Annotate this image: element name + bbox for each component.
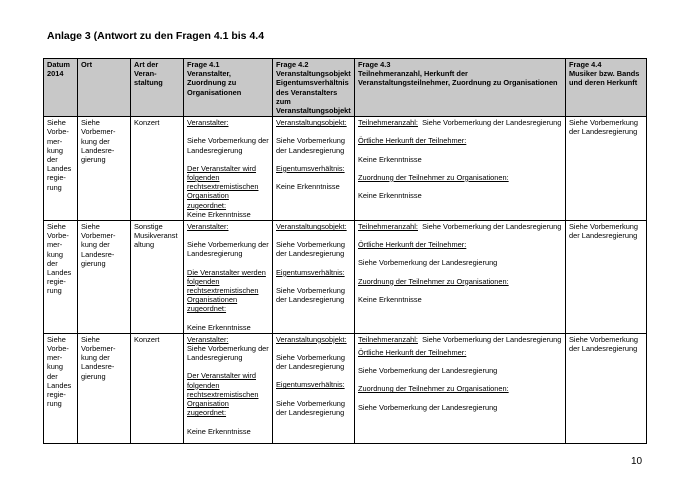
field-value: Keine Erkenntnisse [187, 209, 251, 219]
header-line: Datum [47, 60, 70, 69]
text-line: gierung [81, 155, 106, 165]
field-value: Siehe Vorbemerkung der Landesregierung [569, 334, 639, 354]
header-line: Frage 4.3 [358, 60, 391, 69]
text-line: Siehe [47, 222, 66, 232]
field-value: Siehe Vorbemerkung der Landesregierung [422, 334, 562, 344]
cell-frage-4-4 [566, 117, 647, 221]
text-line: altung [134, 240, 155, 250]
text-line: Siehe [81, 118, 100, 128]
header-line: Eigentumsverhältnis [276, 78, 349, 88]
text-line: Musikveranst [134, 231, 178, 241]
cell-frage-4-1 [184, 117, 273, 221]
header-frage-4-2 [273, 59, 355, 117]
text-line: regie- [47, 173, 66, 183]
header-line: und deren Herkunft [569, 78, 638, 88]
text-line: Konzert [134, 334, 160, 344]
text-line: Konzert [134, 118, 160, 128]
field-label: Örtliche Herkunft der Teilnehmer: [358, 136, 467, 146]
text-line: Siehe [47, 118, 66, 128]
text-line: kung der [81, 240, 110, 250]
header-line: Veranstalter, [187, 69, 231, 79]
field-label: Örtliche Herkunft der Teilnehmer: [358, 240, 467, 250]
cell-frage-4-2 [273, 333, 355, 443]
header-line: des Veranstalters [276, 87, 338, 97]
header-line: Organisationen [187, 87, 242, 97]
table-header-row [44, 59, 647, 117]
text-line: Vorbe- [47, 127, 69, 137]
cell-art [131, 117, 184, 221]
header-line: Art der [134, 60, 159, 69]
cell-frage-4-3 [355, 221, 566, 334]
field-value: Siehe Vorbemerkung der Landesregierung [276, 285, 346, 305]
header-frage-4-4 [566, 59, 647, 117]
field-value: Keine Erkenntnisse [187, 426, 251, 436]
cell-ort [78, 221, 131, 334]
field-label: Teilnehmeranzahl: [358, 334, 418, 344]
text-line: Landesre- [81, 145, 115, 155]
field-label: Veranstalter: [187, 222, 229, 232]
field-value: Siehe Vorbemerkung der Landesregierung [569, 222, 639, 241]
header-line: Frage 4.2 [276, 60, 309, 69]
text-line: Vorbe- [47, 231, 69, 241]
header-line: Veranstaltungsobjekt [276, 69, 351, 79]
field-value: Siehe Vorbemerkung der Landesregierung [276, 353, 346, 372]
header-line: Ort [81, 60, 93, 69]
text-line: Sonstige [134, 222, 163, 232]
text-line: gierung [81, 371, 106, 381]
header-line: Veranstaltungsobjekt [276, 106, 351, 116]
field-label: Veranstaltungsobjekt: [276, 222, 347, 232]
cell-art [131, 221, 184, 334]
cell-frage-4-3 [355, 333, 566, 443]
field-label: Örtliche Herkunft der Teilnehmer: [358, 348, 467, 358]
field-label: Eigentumsverhältnis: [276, 163, 345, 173]
field-label: Eigentumsverhältnis: [276, 380, 345, 390]
field-label: Teilnehmeranzahl: [358, 222, 418, 232]
header-frage-4-3 [355, 59, 566, 117]
answer-table [43, 58, 647, 444]
header-line: Zuordnung zu [187, 78, 237, 88]
table-row [44, 117, 647, 221]
cell-frage-4-2 [273, 117, 355, 221]
field-label: Veranstaltungsobjekt: [276, 334, 347, 344]
cell-ort [78, 333, 131, 443]
text-line: mer- [47, 240, 63, 250]
text-line: kung der [81, 136, 110, 146]
text-line: Siehe [81, 222, 100, 232]
field-value: Keine Erkenntnisse [358, 154, 422, 164]
field-label: Eigentumsverhältnis: [276, 267, 345, 277]
text-line: der [47, 155, 58, 165]
field-value: Siehe Vorbemerkung der Landesregierung [187, 136, 269, 155]
cell-datum [44, 221, 78, 334]
header-line: Musiker bzw. Bands [569, 69, 640, 79]
field-label: Veranstalter: [187, 118, 229, 128]
text-line: mer- [47, 136, 63, 146]
field-label: Der Veranstalter wird folgenden rechtsextremistischen Organisation zugeordnet: [187, 163, 259, 210]
field-label: Zuordnung der Teilnehmer zu Organisationen: [358, 172, 509, 182]
text-line: der [47, 371, 58, 381]
table-row [44, 333, 647, 443]
field-label: Die Veranstalter werden folgenden rechtsextremistischen Organisationen zugeordnet: [187, 267, 266, 314]
field-value: Siehe Vorbemerkung der Landesregierung [358, 402, 498, 412]
text-line: Siehe [81, 334, 100, 344]
page-title: Anlage 3 (Antwort zu den Fragen 4.1 bis 4.4 [47, 30, 265, 42]
field-value: Siehe Vorbemerkung der Landesregierung [276, 398, 346, 417]
header-line: staltung [134, 78, 163, 88]
text-line: kung [47, 249, 64, 259]
field-value: Siehe Vorbemerkung der Landesregierung [569, 118, 639, 137]
text-line: Siehe [47, 334, 66, 344]
text-line: Landes [47, 164, 72, 174]
text-line: rung [47, 182, 62, 192]
cell-ort [78, 117, 131, 221]
cell-datum [44, 117, 78, 221]
header-line: Teilnehmeranzahl, Herkunft der [358, 69, 468, 79]
field-value: Keine Erkenntnisse [358, 191, 422, 201]
text-line: regie- [47, 277, 66, 287]
text-line: gierung [81, 258, 106, 268]
field-value: Siehe Vorbemerkung der Landesregierung [276, 136, 346, 155]
header-line: 2014 [47, 69, 64, 79]
text-line: kung der [81, 353, 110, 363]
header-line: zum [276, 96, 291, 106]
text-line: rung [47, 399, 62, 409]
cell-frage-4-4 [566, 221, 647, 334]
header-art [131, 59, 184, 117]
header-line: Frage 4.4 [569, 60, 602, 69]
text-line: Vorbemer- [81, 231, 116, 241]
field-value: Siehe Vorbemerkung der Landesregierung [422, 222, 562, 232]
field-value: Siehe Vorbemerkung der Landesregierung [187, 344, 269, 363]
cell-datum [44, 333, 78, 443]
cell-frage-4-4 [566, 333, 647, 443]
cell-frage-4-1 [184, 221, 273, 334]
field-label: Veranstaltungsobjekt: [276, 118, 347, 128]
text-line: der [47, 258, 58, 268]
field-value: Siehe Vorbemerkung der Landesregierung [358, 258, 498, 268]
text-line: Landes [47, 268, 72, 278]
cell-frage-4-1 [184, 333, 273, 443]
header-line: Frage 4.1 [187, 60, 220, 69]
cell-frage-4-3 [355, 117, 566, 221]
field-value: Siehe Vorbemerkung der Landesregierung [358, 366, 498, 376]
field-label: Der Veranstalter wird folgenden rechtsextremistischen Organisation zugeordnet: [187, 371, 259, 418]
header-line: Veran- [134, 69, 157, 79]
table-row [44, 221, 647, 334]
cell-art [131, 333, 184, 443]
field-value: Siehe Vorbemerkung der Landesregierung [276, 240, 346, 259]
header-ort [78, 59, 131, 117]
text-line: Landesre- [81, 249, 115, 259]
page-number: 10 [631, 456, 643, 467]
field-value: Keine Erkenntnisse [276, 182, 340, 192]
header-datum [44, 59, 78, 117]
cell-frage-4-2 [273, 221, 355, 334]
field-value: Siehe Vorbemerkung der Landesregierung [187, 240, 269, 259]
field-label: Zuordnung der Teilnehmer zu Organisationen: [358, 276, 509, 286]
header-frage-4-1 [184, 59, 273, 117]
text-line: Vorbemer- [81, 127, 116, 137]
field-value: Keine Erkenntnisse [187, 322, 251, 332]
field-label: Veranstalter: [187, 334, 229, 344]
text-line: regie- [47, 390, 66, 400]
text-line: rung [47, 286, 62, 296]
field-value: Keine Erkenntnisse [358, 294, 422, 304]
text-line: kung [47, 362, 64, 372]
field-label: Teilnehmeranzahl: [358, 118, 418, 128]
header-line: Veranstaltungsteilnehmer, Zuordnung zu Organisationen [358, 78, 558, 88]
text-line: Landesre- [81, 362, 115, 372]
text-line: Vorbemer- [81, 344, 116, 354]
text-line: Vorbe- [47, 344, 69, 354]
field-label: Zuordnung der Teilnehmer zu Organisationen: [358, 384, 509, 394]
text-line: mer- [47, 353, 63, 363]
text-line: kung [47, 145, 64, 155]
field-value: Siehe Vorbemerkung der Landesregierung [422, 118, 562, 128]
text-line: Landes [47, 380, 72, 390]
